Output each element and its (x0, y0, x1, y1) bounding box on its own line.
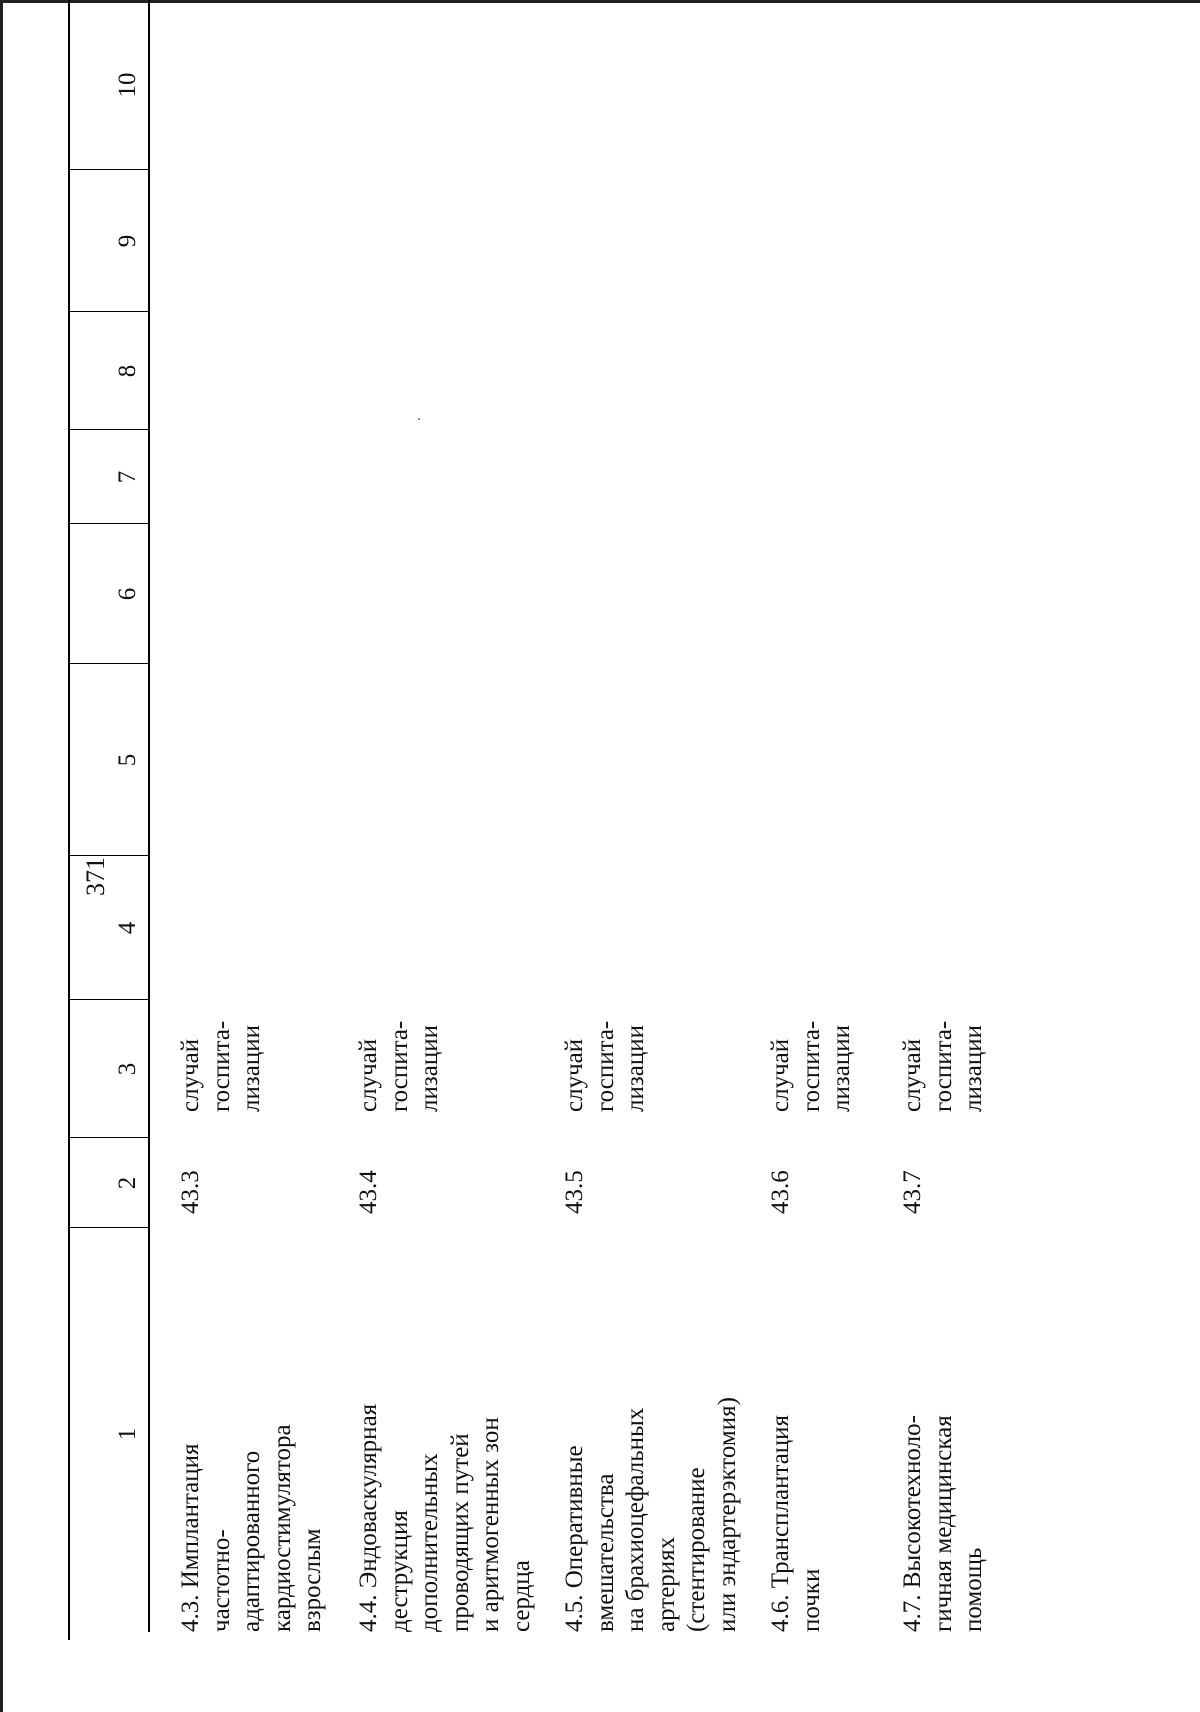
row-name-cell: 4.7. Высокотехноло- гичная медицинская помощь (899, 1415, 987, 1632)
header-col-9: 9 (114, 234, 141, 248)
header-col-5: 5 (114, 753, 141, 767)
row-code-cell: 43.5 (561, 1170, 588, 1214)
row-code-cell: 43.6 (767, 1170, 794, 1214)
row-code-cell: 43.3 (177, 1170, 204, 1214)
page-number: 371 (81, 857, 110, 896)
row-name-cell: 4.4. Эндоваскулярная деструкция дополнительных проводящих путей и аритмогенных зон сердца (355, 1403, 535, 1632)
header-col-4: 4 (114, 921, 141, 935)
row-name-cell: 4.3. Имплантация частотно- адаптированного кардиостимулятора взрослым (177, 1424, 326, 1632)
header-col-8: 8 (114, 364, 141, 378)
header-col-7: 7 (114, 470, 141, 484)
row-unit-cell: случай госпита- лизации (177, 1020, 265, 1112)
row-unit-cell: случай госпита- лизации (767, 1020, 855, 1112)
header-col-1: 1 (114, 1427, 141, 1441)
header-col-10: 10 (114, 72, 141, 98)
row-name-cell: 4.6. Трансплантация почки (767, 1414, 825, 1632)
header-col-2: 2 (114, 1176, 141, 1190)
header-bottom-rule (148, 0, 150, 1632)
row-name-cell: 4.5. Оперативные вмешательства на брахиоцефальных артериях (стентирование или эндартерэктомия) (561, 1397, 741, 1632)
row-code-cell: 43.4 (355, 1170, 382, 1214)
row-unit-cell: случай госпита- лизации (355, 1020, 443, 1112)
row-unit-cell: случай госпита- лизации (561, 1020, 649, 1112)
header-col-3: 3 (114, 1062, 141, 1076)
row-code-cell: 43.7 (899, 1170, 926, 1214)
row-unit-cell: случай госпита- лизации (899, 1020, 987, 1112)
table-top-rule (68, 0, 70, 1640)
header-col-6: 6 (114, 587, 141, 601)
